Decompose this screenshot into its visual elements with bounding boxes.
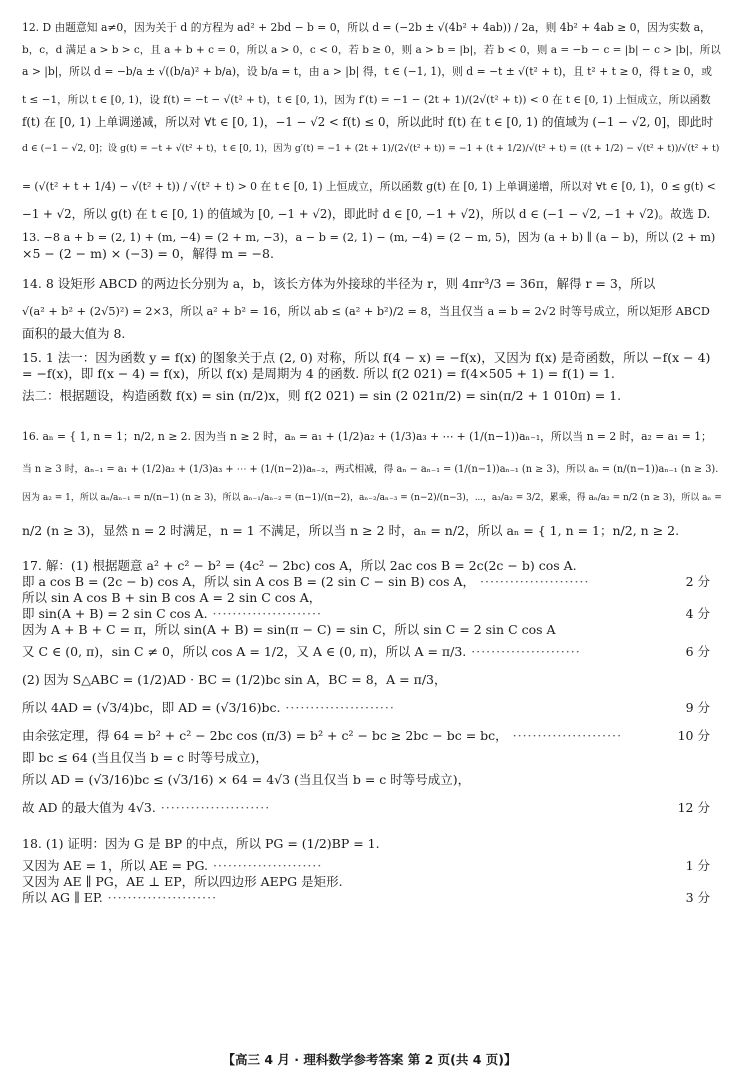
text-line-q15-3	[22, 382, 722, 410]
text-line-q17-6	[22, 638, 722, 666]
text-line-q17-2	[22, 574, 722, 590]
section-gap	[22, 262, 722, 270]
leader-dots: ······················	[207, 606, 322, 621]
line-text: −1 + √2，所以 g(t) 在 t ∈ [0, 1) 的值域为 [0, −1 + √2)，即此时 d ∈ [0, −1 + √2)，所以 d ∈ (−1 − √2, −1 + √2)。故选 D.	[22, 207, 711, 221]
line-text: 13. −8 a + b = (2, 1) + (m, −4) = (2 + m, −3)，a − b = (2, 1) − (m, −4) = (2 − m, 5)，因为 (a + b) ∥ (a − b)，所以 (2 + m)	[22, 231, 716, 244]
leader-dots: ······················	[280, 700, 395, 715]
text-line-q16-3	[22, 484, 722, 512]
line-text: 故 AD 的最大值为 4√3.	[22, 800, 156, 815]
text-line-q14-3	[22, 326, 722, 342]
page-footer: 【高三 4 月 · 理科数学参考答案 第 2 页(共 4 页)】	[222, 1052, 517, 1067]
leader-dots: ······················	[102, 890, 218, 905]
leader-dots: ······················	[155, 800, 271, 815]
line-text: b，c，d 满足 a > b > c，且 a + b + c = 0，所以 a > 0，c < 0，若 b ≥ 0，则 a > b = |b|，若 b < 0，则 a = −b − c = |b| − c > |b|，所以	[22, 44, 721, 56]
line-text: 所以 AG ∥ EP.	[22, 890, 103, 905]
text-line-q17-8	[22, 694, 722, 722]
text-line-q12-2	[22, 42, 722, 58]
section-gap	[22, 822, 722, 830]
text-line-q14-2	[22, 298, 722, 326]
text-line-q17-1	[22, 558, 722, 574]
line-text: 所以 4AD = (√3/4)bc，即 AD = (√3/16)bc.	[22, 700, 281, 715]
text-line-q18-3	[22, 874, 722, 890]
line-text: 又 C ∈ (0, π)，sin C ≠ 0，所以 cos A = 1/2，又 A ∈ (0, π)，所以 A = π/3.	[22, 644, 467, 659]
text-line-q12-7	[22, 168, 722, 206]
line-text: ×5 − (2 − m) × (−3) = 0，解得 m = −8.	[22, 246, 274, 261]
leader-dots: ······················	[207, 858, 323, 873]
section-gap	[22, 342, 722, 350]
text-line-q16-1	[22, 418, 722, 456]
line-text: (2) 因为 S△ABC = (1/2)AD · BC = (1/2)bc sin A，BC = 8，A = π/3，	[22, 672, 447, 687]
text-line-q13-1	[22, 230, 722, 246]
section-gap	[22, 550, 722, 558]
text-line-q17-10	[22, 750, 722, 766]
text-line-q18-4	[22, 890, 722, 906]
text-line-q17-3	[22, 590, 722, 606]
line-text: 即 bc ≤ 64 (当且仅当 b = c 时等号成立)，	[22, 750, 268, 765]
line-text: 即 a cos B = (2c − b) cos A，所以 sin A cos B = (2 sin C − sin B) cos A，	[22, 574, 476, 589]
line-text: 12. D 由题意知 a≠0，因为关于 d 的方程为 ad² + 2bd − b = 0，所以 d = (−2b ± √(4b² + 4ab)) / 2a，则 4b² + 4ab ≥ 0，因为实数 a，	[22, 21, 711, 34]
line-text: 由余弦定理，得 64 = b² + c² − 2bc cos (π/3) = b² + c² − bc ≥ 2bc − bc = bc，	[22, 728, 508, 743]
text-line-q18-2	[22, 858, 722, 874]
score-mark: 4 分	[685, 606, 710, 621]
line-text: 因为 A + B + C = π，所以 sin(A + B) = sin(π − C) = sin C，所以 sin C = 2 sin C cos A	[22, 622, 556, 637]
text-line-q15-1	[22, 350, 722, 366]
text-line-q18-1	[22, 830, 722, 858]
line-text: 18. (1) 证明：因为 G 是 BP 的中点，所以 PG = (1/2)BP = 1.	[22, 836, 380, 851]
answer-page	[22, 14, 722, 906]
text-line-q17-11	[22, 766, 722, 794]
score-mark: 12 分	[677, 800, 710, 815]
line-text: 16. aₙ = { 1, n = 1；n/2, n ≥ 2. 因为当 n ≥ 2 时，aₙ = a₁ + (1/2)a₂ + (1/3)a₃ + ⋯ + (1/(n−1))aₙ₋₁，所以当 n = 2 时，a₂ = a₁ = 1；	[22, 430, 712, 443]
score-mark: 6 分	[685, 644, 710, 659]
text-line-q17-4	[22, 606, 722, 622]
text-line-q17-5	[22, 622, 722, 638]
text-line-q16-2	[22, 456, 722, 484]
text-line-q12-3	[22, 58, 722, 86]
text-line-q17-9	[22, 722, 722, 750]
line-text: t ≤ −1，所以 t ∈ [0, 1)，设 f(t) = −t − √(t² + t)，t ∈ [0, 1)，因为 f′(t) = −1 − (2t + 1)/(2√(t² + t)) < 0 在 t ∈ [0, 1) 上恒成立，所以函数	[22, 94, 711, 106]
text-line-q14-1	[22, 270, 722, 298]
score-mark: 1 分	[685, 858, 710, 873]
score-mark: 9 分	[685, 700, 710, 715]
score-mark: 10 分	[677, 728, 710, 743]
line-text: 17. 解：(1) 根据题意 a² + c² − b² = (4c² − 2bc) cos A，所以 2ac cos B = 2c(2c − b) cos A.	[22, 558, 577, 573]
line-text: 法二：根据题设，构造函数 f(x) = sin (π/2)x，则 f(2 021) = sin (2 021π/2) = sin(π/2 + 1 010π) = 1.	[22, 388, 622, 403]
line-text: = −f(x)，即 f(x − 4) = f(x)，所以 f(x) 是周期为 4 的函数. 所以 f(2 021) = f(4×505 + 1) = f(1) = 1.	[22, 366, 615, 381]
line-text: √(a² + b² + (2√5)²) = 2×3，所以 a² + b² = 16，所以 ab ≤ (a² + b²)/2 = 8，当且仅当 a = b = 2√2 时等号成立，所以矩形 ABCD	[22, 305, 710, 318]
line-text: 当 n ≥ 3 时，aₙ₋₁ = a₁ + (1/2)a₂ + (1/3)a₃ + ⋯ + (1/(n−2))aₙ₋₂，两式相减，得 aₙ − aₙ₋₁ = (1/(n−1))aₙ₋₁ (n ≥ 3)，所以 aₙ = (n/(n−1))aₙ₋₁ (n ≥ 3).	[22, 464, 719, 475]
line-text: 14. 8 设矩形 ABCD 的两边长分别为 a，b，该长方体为外接球的半径为 r，则 4πr³/3 = 36π，解得 r = 3，所以	[22, 276, 656, 291]
text-line-q15-2	[22, 366, 722, 382]
text-line-q13-2	[22, 246, 722, 262]
line-text: n/2 (n ≥ 3)，显然 n = 2 时满足，n = 1 不满足，所以当 n ≥ 2 时，aₙ = n/2，所以 aₙ = { 1, n = 1；n/2, n ≥ 2.	[22, 523, 680, 538]
text-line-q17-7	[22, 666, 722, 694]
line-text: 又因为 AE = 1，所以 AE = PG.	[22, 858, 208, 873]
text-line-q12-4	[22, 86, 722, 114]
leader-dots: ······················	[507, 728, 623, 743]
section-gap	[22, 222, 722, 230]
line-text: 面积的最大值为 8.	[22, 326, 126, 341]
line-text: 即 sin(A + B) = 2 sin C cos A.	[22, 606, 208, 621]
line-text: 所以 AD = (√3/16)bc ≤ (√3/16) × 64 = 4√3 (当且仅当 b = c 时等号成立)，	[22, 772, 471, 787]
leader-dots: ······················	[475, 574, 590, 589]
score-mark: 3 分	[685, 890, 710, 905]
section-gap	[22, 410, 722, 418]
score-mark: 2 分	[685, 574, 710, 589]
line-text: = (√(t² + t + 1/4) − √(t² + t)) / √(t² + t) > 0 在 t ∈ [0, 1) 上恒成立，所以函数 g(t) 在 [0, 1) 上单调递增，所以对 ∀t ∈ [0, 1)，0 ≤ g(t) <	[22, 180, 716, 193]
text-line-q12-1	[22, 14, 722, 42]
text-line-q12-5	[22, 114, 722, 130]
line-text: d ∈ (−1 − √2, 0]；设 g(t) = −t + √(t² + t)，t ∈ [0, 1)，因为 g′(t) = −1 + (2t + 1)/(2√(t² + t)) = −1 + (t + 1/2)/√(t² + t) = ((t + 1/2) − √(t² + t))/√(t² + t)	[22, 143, 720, 154]
line-text: 又因为 AE ∥ PG，AE ⊥ EP，所以四边形 AEPG 是矩形.	[22, 874, 343, 889]
line-text: a > |b|，所以 d = −b/a ± √((b/a)² + b/a)，设 b/a = t，由 a > |b| 得，t ∈ (−1, 1)，则 d = −t ± √(t² + t)，且 t² + t ≥ 0，得 t ≥ 0，或	[22, 65, 712, 78]
leader-dots: ······················	[466, 644, 581, 659]
line-text: 15. 1 法一：因为函数 y = f(x) 的图象关于点 (2, 0) 对称，所以 f(4 − x) = −f(x)，又因为 f(x) 是奇函数，所以 −f(x − 4)	[22, 350, 711, 365]
line-text: 因为 a₂ = 1，所以 aₙ/aₙ₋₁ = n/(n−1) (n ≥ 3)，所以 aₙ₋₁/aₙ₋₂ = (n−1)/(n−2)，aₙ₋₂/aₙ₋₃ = (n−2)/(n−3)，⋯，a₃/a₂ = 3/2，累乘，得 aₙ/a₂ = n/2 (n ≥ 3)，所以 aₙ =	[22, 493, 722, 503]
line-text: 所以 sin A cos B + sin B cos A = 2 sin C cos A，	[22, 590, 322, 605]
text-line-q17-12	[22, 794, 722, 822]
text-line-q16-4	[22, 512, 722, 550]
text-line-q12-8	[22, 206, 722, 222]
text-line-q12-6	[22, 130, 722, 168]
line-text: f(t) 在 [0, 1) 上单调递减，所以对 ∀t ∈ [0, 1)，−1 − √2 < f(t) ≤ 0，所以此时 f(t) 在 t ∈ [0, 1) 的值域为 (−1 − √2, 0]，即此时	[22, 115, 714, 129]
